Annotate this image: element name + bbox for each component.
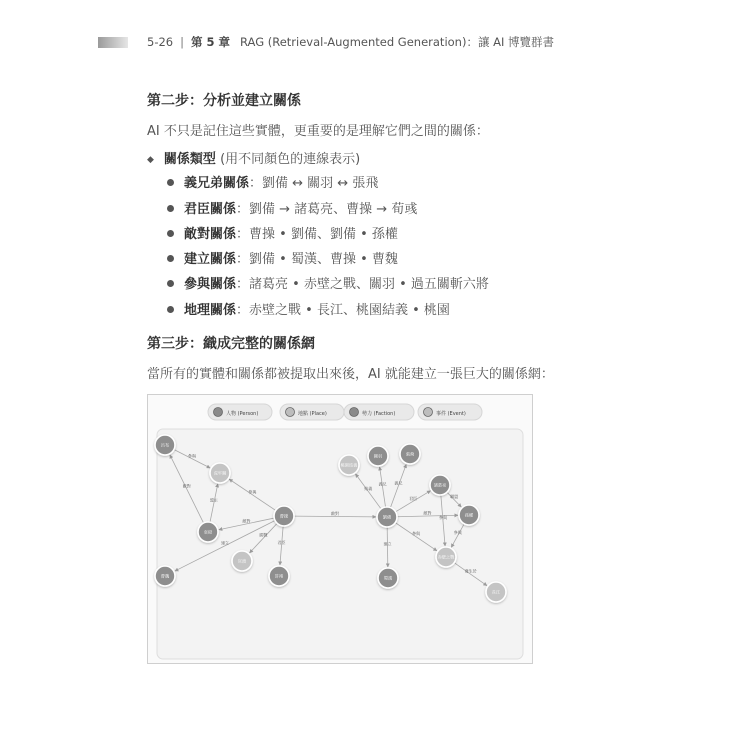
relation-label: 建立關係 bbox=[184, 252, 237, 267]
relation-types-label: 關係類型 bbox=[163, 152, 216, 167]
edge-label: 敵對 bbox=[423, 510, 432, 516]
graph-node bbox=[377, 507, 397, 527]
node-label: 長江 bbox=[491, 589, 501, 595]
legend-label: 事件 (Event) bbox=[436, 411, 466, 417]
legend-item bbox=[280, 404, 344, 420]
node-label: 諸葛亮 bbox=[433, 482, 447, 488]
edge-label: 聯盟 bbox=[450, 494, 459, 500]
node-label: 許褚 bbox=[274, 573, 284, 579]
edge-label: 參與 bbox=[188, 453, 197, 459]
dot-bullet-icon bbox=[167, 179, 174, 186]
step2-intro: AI 不只是記住這些實體，更重要的是理解它們之間的關係： bbox=[147, 124, 489, 139]
graph-node bbox=[210, 463, 230, 483]
node-label: 曹操 bbox=[279, 513, 289, 519]
legend-item bbox=[418, 404, 482, 420]
relation-types-note: (用不同顏色的連線表示) bbox=[220, 152, 361, 167]
relation-text: ：諸葛亮 • 赤壁之戰、關羽 • 過五關斬六將 bbox=[236, 277, 489, 292]
legend-item bbox=[344, 404, 414, 420]
node-label: 孫權 bbox=[464, 512, 474, 518]
dot-bullet-icon bbox=[167, 280, 174, 287]
edge-label: 君臣 bbox=[277, 540, 286, 546]
graph-node bbox=[155, 566, 175, 586]
node-label: 關羽 bbox=[373, 453, 383, 459]
knowledge-graph-figure bbox=[147, 394, 533, 664]
edge-label: 參與 bbox=[412, 531, 421, 537]
step2-heading: 第二步：分析並建立關係 bbox=[147, 93, 301, 109]
graph-node bbox=[269, 566, 289, 586]
node-label: 張飛 bbox=[405, 451, 415, 457]
legend-swatch bbox=[214, 408, 223, 417]
chapter-label: 第 5 章 bbox=[190, 35, 230, 49]
relation-label: 敵對關係 bbox=[184, 227, 237, 242]
edge-label: 盟主 bbox=[209, 497, 218, 503]
knowledge-graph bbox=[148, 395, 532, 663]
edge-label: 義兄 bbox=[394, 480, 403, 486]
edge-label: 敵對 bbox=[242, 518, 251, 524]
relation-item bbox=[167, 273, 489, 292]
step3-heading: 第三步：織成完整的關係網 bbox=[147, 336, 315, 352]
graph-node bbox=[400, 444, 420, 464]
graph-node bbox=[232, 551, 252, 571]
header-bar bbox=[98, 37, 128, 48]
relation-item bbox=[167, 223, 398, 242]
edge-label: 參與 bbox=[438, 515, 447, 521]
relation-text: ：赤壁之戰 • 長江、桃園結義 • 桃園 bbox=[236, 303, 450, 318]
relation-item bbox=[167, 248, 398, 267]
graph-node bbox=[378, 568, 398, 588]
legend-label: 地點 (Place) bbox=[298, 411, 327, 417]
edge-label: 敵對 bbox=[331, 510, 340, 516]
edge-label: 君臣 bbox=[409, 495, 418, 501]
relation-types-bullet bbox=[147, 148, 360, 167]
graph-node bbox=[274, 506, 294, 526]
legend-swatch bbox=[350, 408, 359, 417]
edge-label: 發生於 bbox=[464, 568, 477, 574]
node-label: 袁紹 bbox=[203, 529, 213, 535]
step3-intro: 當所有的實體和關係都被提取出來後，AI 就能建立一張巨大的關係網： bbox=[147, 367, 554, 382]
page-number: 5-26 bbox=[147, 35, 174, 49]
graph-legend bbox=[208, 404, 482, 420]
graph-node bbox=[368, 446, 388, 466]
legend-swatch bbox=[286, 408, 295, 417]
graph-node bbox=[436, 547, 456, 567]
relation-label: 參與關係 bbox=[184, 277, 237, 292]
legend-label: 人物 (Person) bbox=[226, 411, 259, 417]
graph-node bbox=[339, 455, 359, 475]
page-header bbox=[147, 34, 554, 50]
dot-bullet-icon bbox=[167, 255, 174, 262]
edge-label: 建立 bbox=[220, 540, 229, 546]
edge-label: 建立 bbox=[383, 541, 392, 547]
edge-label: 結義 bbox=[364, 485, 373, 491]
relation-text: ：劉備 ↔ 關羽 ↔ 張飛 bbox=[249, 176, 379, 191]
node-label: 劉備 bbox=[382, 514, 392, 520]
node-label: 赤壁之戰 bbox=[437, 554, 455, 560]
edge-label: 義兄 bbox=[378, 481, 387, 487]
header-separator: | bbox=[180, 35, 184, 49]
graph-node bbox=[486, 582, 506, 602]
edge-label: 參與 bbox=[248, 489, 257, 495]
relation-text: ：劉備 • 蜀漢、曹操 • 曹魏 bbox=[236, 252, 398, 267]
dot-bullet-icon bbox=[167, 306, 174, 313]
chapter-title: RAG (Retrieval-Augmented Generation)：讓 AI 博覽群書 bbox=[240, 35, 555, 49]
legend-item bbox=[208, 404, 272, 420]
graph-node bbox=[155, 435, 175, 455]
graph-node bbox=[459, 505, 479, 525]
diamond-bullet-icon: ◆ bbox=[147, 155, 154, 165]
relation-item bbox=[167, 299, 450, 318]
dot-bullet-icon bbox=[167, 230, 174, 237]
node-label: 虎牢關 bbox=[213, 470, 227, 476]
dot-bullet-icon bbox=[167, 205, 174, 212]
relation-text: ：劉備 → 諸葛亮、曹操 → 荀彧 bbox=[236, 202, 418, 217]
node-label: 呂布 bbox=[160, 442, 170, 448]
relation-label: 義兄弟關係 bbox=[184, 176, 250, 191]
node-label: 桃園結義 bbox=[340, 462, 358, 468]
node-label: 官渡 bbox=[237, 558, 247, 564]
legend-label: 勢力 (Faction) bbox=[362, 411, 396, 417]
relation-text: ：曹操 • 劉備、劉備 • 孫權 bbox=[236, 227, 398, 242]
relation-label: 地理關係 bbox=[184, 303, 237, 318]
graph-node bbox=[198, 522, 218, 542]
node-label: 曹魏 bbox=[160, 573, 170, 579]
edge-label: 敵對 bbox=[182, 483, 191, 489]
edge-label: 參與 bbox=[453, 530, 462, 536]
relation-item bbox=[167, 198, 417, 217]
node-label: 蜀漢 bbox=[383, 575, 393, 581]
relation-item bbox=[167, 172, 378, 191]
edge-label: 勝戰 bbox=[259, 532, 268, 538]
graph-node bbox=[430, 475, 450, 495]
legend-swatch bbox=[424, 408, 433, 417]
relation-label: 君臣關係 bbox=[184, 202, 237, 217]
